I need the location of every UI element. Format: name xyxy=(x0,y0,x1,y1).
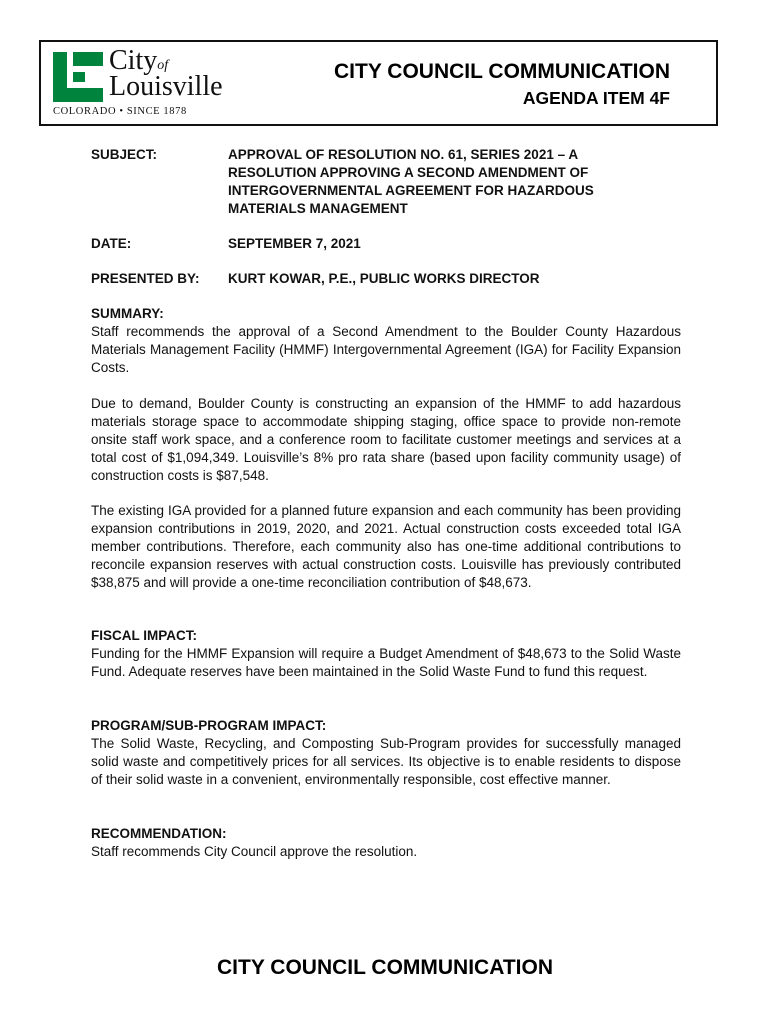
summary-section xyxy=(91,305,681,377)
recommendation-section xyxy=(91,825,681,861)
date-value: SEPTEMBER 7, 2021 xyxy=(228,236,361,251)
document-title: CITY COUNCIL COMMUNICATION xyxy=(334,60,670,83)
fiscal-impact-heading: FISCAL IMPACT: xyxy=(91,628,197,643)
city-logo xyxy=(51,45,251,122)
footer-title: CITY COUNCIL COMMUNICATION xyxy=(217,956,553,979)
summary-paragraph-1: Staff recommends the approval of a Second Amendment to the Boulder County Hazardous Materials Management Facility (HMMF) Intergovernmental Agreement (IGA) for Facility Expansion Costs. xyxy=(91,324,681,375)
fiscal-impact-section xyxy=(91,627,681,681)
summary-paragraph-2: Due to demand, Boulder County is constructing an expansion of the HMMF to add hazardous materials storage space to accommodate shipping staging, office space to provide non-remote onsite staff work space, and a conference room to facilitate customer meetings and services at a total cost of $1,094,349. Louisville’s 8% pro rata share (based upon facility community usage) of construction costs is $87,548. xyxy=(91,396,681,483)
program-impact-text: The Solid Waste, Recycling, and Composting Sub-Program provides for successfully managed solid waste and competitively prices for all services. Its objective is to enable residents to dispose of their solid waste in a convenient, environmentally responsible, cost effective manner. xyxy=(91,736,681,787)
subject-value: APPROVAL OF RESOLUTION NO. 61, SERIES 2021 – A RESOLUTION APPROVING A SECOND AMENDMENT OF INTERGOVERNMENTAL AGREEMENT FOR HAZARDOUS MATERIALS MANAGEMENT xyxy=(228,147,594,216)
date-label: DATE: xyxy=(91,236,132,251)
subject-label: SUBJECT: xyxy=(91,147,158,162)
logo-tagline: COLORADO • SINCE 1878 xyxy=(53,106,187,117)
logo-mark-icon xyxy=(53,52,103,102)
logo-of-text: of xyxy=(157,58,169,73)
presented-by-label: PRESENTED BY: xyxy=(91,271,200,286)
logo-city-text: Cityof xyxy=(109,45,169,76)
presented-by-value: KURT KOWAR, P.E., PUBLIC WORKS DIRECTOR xyxy=(228,271,540,286)
recommendation-text: Staff recommends City Council approve the resolution. xyxy=(91,844,418,859)
header-box xyxy=(39,40,718,126)
logo-louisville-text: Louisville xyxy=(109,71,223,102)
summary-heading: SUMMARY: xyxy=(91,306,164,321)
program-impact-section xyxy=(91,717,681,789)
fiscal-impact-text: Funding for the HMMF Expansion will require a Budget Amendment of $48,673 to the Solid Waste Fund. Adequate reserves have been maintained in the Solid Waste Fund to fund this request. xyxy=(91,646,681,679)
summary-paragraph-3: The existing IGA provided for a planned future expansion and each community has been providing expansion contributions in 2019, 2020, and 2021. Actual construction costs exceeded total IGA member contributions. Therefore, each community also has one-time additional contributions to reconcile expansion reserves with actual construction costs. Louisville has previously contributed $38,875 and will provide a one-time reconciliation contribution of $48,673. xyxy=(91,503,681,590)
program-impact-heading: PROGRAM/SUB-PROGRAM IMPACT: xyxy=(91,718,327,733)
recommendation-heading: RECOMMENDATION: xyxy=(91,826,227,841)
agenda-item: AGENDA ITEM 4F xyxy=(522,88,670,108)
